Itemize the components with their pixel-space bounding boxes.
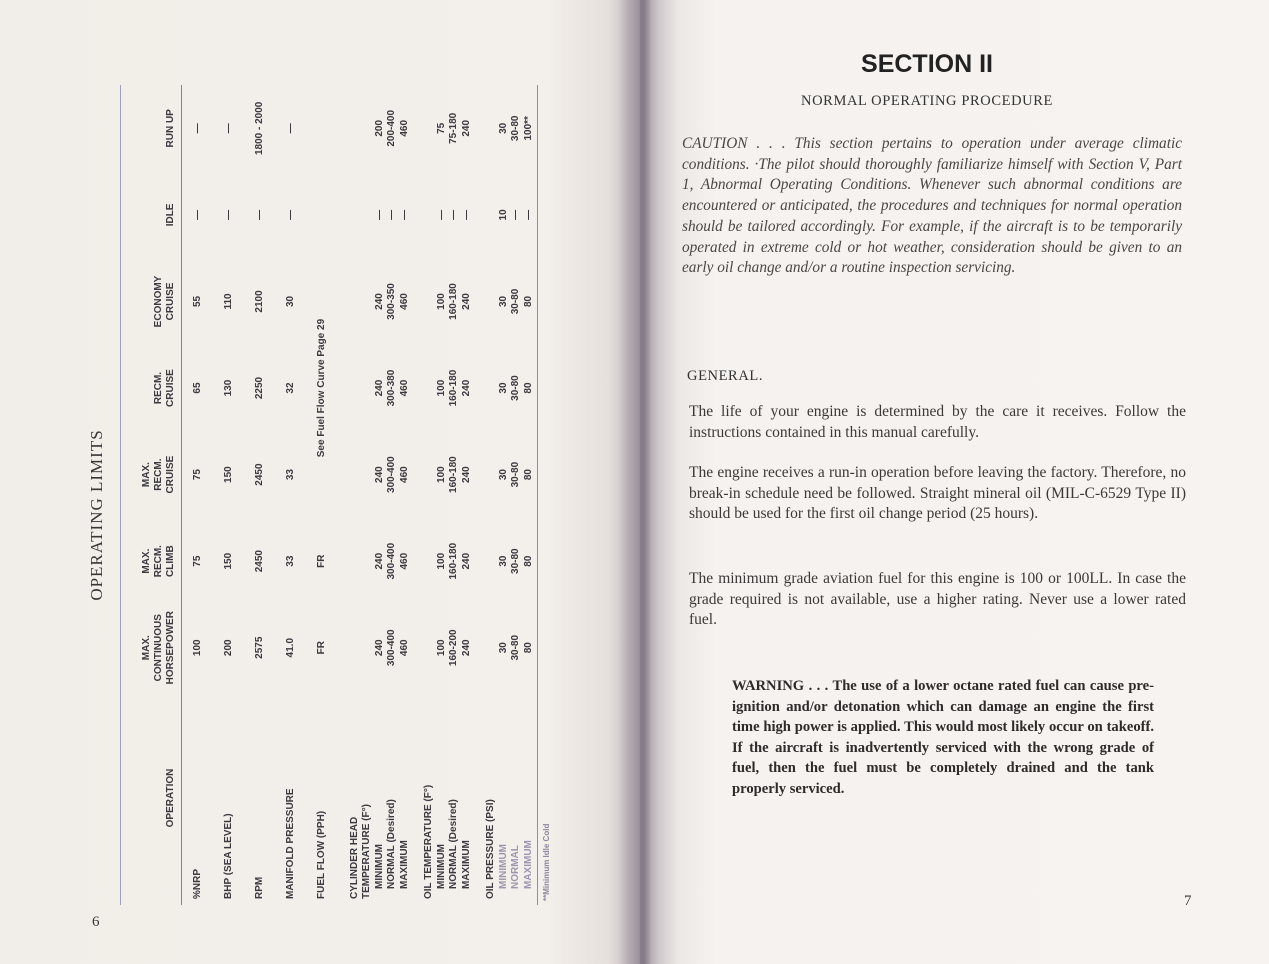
- row-label: [337, 691, 412, 905]
- column-header: MAX. RECM. CLIMB: [121, 518, 182, 605]
- table-cell: 30 30-80 80: [473, 518, 538, 605]
- table-cell: 30 30-80 80: [473, 258, 538, 345]
- table-cell: 150: [222, 552, 234, 570]
- sub-label: MAXIMUM: [398, 840, 410, 889]
- row-label: [411, 691, 473, 905]
- table-cell: 100: [192, 639, 203, 657]
- row-label: %NRP: [192, 868, 203, 899]
- table-cell: [306, 172, 337, 259]
- section-title: SECTION II: [861, 50, 993, 78]
- table-cell: 2250: [253, 376, 265, 400]
- section-subtitle: NORMAL OPERATING PROCEDURE: [801, 93, 1053, 109]
- table-cell: —: [192, 123, 203, 134]
- table-cell: 30 30-80 80: [473, 604, 538, 691]
- warning-paragraph: WARNING . . . The use of a lower octane rated fuel can cause pre-ignition and/or detonation which can damage an engine the first time high power is applied. This would most likely occur on takeoff. If the aircraft is inadvertently serviced with the wrong grade of fuel, then the fuel must be completely drained and the tank properly serviced.: [732, 678, 1154, 797]
- table-cell: — — —: [373, 209, 410, 220]
- table-header-row: [121, 85, 182, 905]
- table-cell: 100 160-180 240: [435, 283, 472, 320]
- table-cell: 10 — —: [473, 172, 538, 259]
- table-cell: —: [222, 123, 234, 134]
- table-cell: 150: [222, 466, 234, 483]
- table-cell: 75: [192, 555, 203, 567]
- table-cell: —: [222, 209, 234, 220]
- table-cell: 2450: [253, 463, 265, 486]
- table-cell: 41.0: [284, 637, 296, 658]
- row-label: RPM: [253, 876, 265, 899]
- table-row: [213, 85, 244, 905]
- operating-limits-table: [121, 85, 538, 905]
- paragraph-run-in: The engine receives a run-in operation before leaving the factory. Therefore, no break-in schedule need be followed. Straight mineral oil (MIL-C-6529 Type II) should be used for the first oil change period (25 hours).: [689, 464, 1186, 523]
- table-cell: 2575: [253, 636, 265, 659]
- table-cell: 33: [284, 555, 296, 567]
- page-number-right: 7: [1184, 893, 1192, 909]
- table-row-fuel-flow: [306, 85, 337, 905]
- table-row: [275, 85, 306, 905]
- caution-paragraph: CAUTION . . . This section pertains to operation under average climatic conditions. ·The pilot should thoroughly familiarize himself with Section V, Part 1, Abnormal Operating Conditions. Whenever such abnormal conditions are encountered or anticipated, the procedures and techniques for normal operation should be tailored accordingly. For example, if the aircraft is to be temporarily operated in extreme cold or hot weather, consideration should be given to an early oil change and/or a routine inspection servicing.: [682, 135, 1182, 277]
- table-cell: —: [253, 209, 265, 220]
- sub-label: MINIMUM: [497, 844, 509, 889]
- paragraph-fuel-grade: The minimum grade aviation fuel for this engine is 100 or 100LL. In case the grade required is not available, use a higher rating. Never use a lower rated fuel.: [689, 570, 1186, 629]
- column-header: ECONOMY CRUISE: [121, 258, 182, 345]
- group-label: OIL TEMPERATURE (F°): [423, 784, 434, 899]
- table-cell: 2100: [253, 290, 265, 313]
- table-cell: 240 300-350 460: [373, 283, 410, 320]
- table-row: [244, 85, 275, 905]
- table-cell: 100 160-180 240: [435, 456, 472, 493]
- table-cell: 30 30-80 80: [473, 345, 538, 432]
- general-heading: GENERAL.: [687, 368, 764, 384]
- table-cell: 240 300-380 460: [373, 369, 410, 407]
- column-header: RUN UP: [121, 85, 182, 172]
- table-cell: 100 160-200 240: [435, 629, 472, 667]
- table-row: [182, 85, 213, 905]
- table-cell: 130: [222, 379, 234, 397]
- table-cell: —: [284, 209, 296, 220]
- page-number-left: 6: [92, 914, 100, 930]
- sub-label: NORMAL (Desired): [448, 799, 459, 889]
- paragraph-engine-life: The life of your engine is determined by the care it receives. Follow the instructions contained in this manual carefully.: [689, 403, 1186, 441]
- table-cell: 1800 - 2000: [253, 101, 265, 156]
- table-cell: 75 75-180 240: [435, 112, 472, 144]
- table-cell: 110: [222, 293, 234, 310]
- group-label: CYLINDER HEAD TEMPERATURE (F°): [348, 804, 372, 899]
- sub-label: MAXIMUM: [522, 840, 534, 889]
- table-cell: 65: [192, 382, 203, 394]
- table-row-group: [337, 85, 412, 905]
- table-cell: 30 30-80 100**: [473, 85, 538, 172]
- group-label: OIL PRESSURE (PSI): [485, 799, 496, 899]
- column-header: RECM. CRUISE: [121, 345, 182, 432]
- sub-label: MINIMUM: [435, 844, 447, 889]
- table-cell: — — —: [435, 209, 472, 220]
- table-cell: FR: [315, 554, 327, 568]
- table-row-group: [473, 85, 538, 905]
- table-cell: 2450: [253, 550, 265, 573]
- column-header: OPERATION: [121, 691, 182, 905]
- table-cell: 30: [284, 295, 296, 308]
- row-label: MANIFOLD PRESSURE: [284, 788, 296, 899]
- table-cell: 200 200-400 460: [373, 109, 410, 147]
- table-cell: —: [192, 209, 203, 220]
- sub-label: NORMAL (Desired): [386, 799, 397, 889]
- row-label: FUEL FLOW (PPH): [315, 810, 327, 899]
- operating-limits-table-container: [120, 85, 610, 905]
- column-header: MAX. RECM. CRUISE: [121, 431, 182, 518]
- table-cell: 55: [192, 295, 203, 308]
- table-cell: 100 160-180 240: [435, 542, 472, 580]
- table-cell: 75: [192, 469, 203, 481]
- table-cell: 30 30-80 80: [473, 431, 538, 518]
- table-cell: 32: [284, 382, 296, 394]
- table-cell: 240 300-400 460: [373, 629, 410, 667]
- sub-label: NORMAL: [510, 845, 521, 889]
- table-cell: 100 160-180 240: [435, 369, 472, 407]
- table-cell: 33: [284, 469, 296, 481]
- table-row-group: [411, 85, 473, 905]
- operating-limits-title: OPERATING LIMITS: [87, 429, 106, 601]
- table-cell: [306, 85, 337, 172]
- fuel-flow-curve-note: See Fuel Flow Curve Page 29: [315, 318, 327, 458]
- sub-label: MAXIMUM: [460, 840, 472, 889]
- row-label: BHP (SEA LEVEL): [222, 813, 234, 899]
- row-label: [473, 691, 538, 905]
- table-cell: 200: [222, 639, 234, 657]
- table-cell: 240 300-400 460: [373, 456, 410, 493]
- table-cell: 240 300-400 460: [373, 542, 410, 580]
- table-footnote: **Minimum Idle Cold: [542, 823, 551, 901]
- table-cell: —: [284, 123, 296, 134]
- table-cell: FR: [315, 641, 327, 655]
- sub-label: MINIMUM: [373, 844, 385, 889]
- column-header: MAX. CONTINUOUS HORSEPOWER: [121, 604, 182, 691]
- column-header: IDLE: [121, 172, 182, 259]
- book-gutter-shadow: [618, 0, 652, 964]
